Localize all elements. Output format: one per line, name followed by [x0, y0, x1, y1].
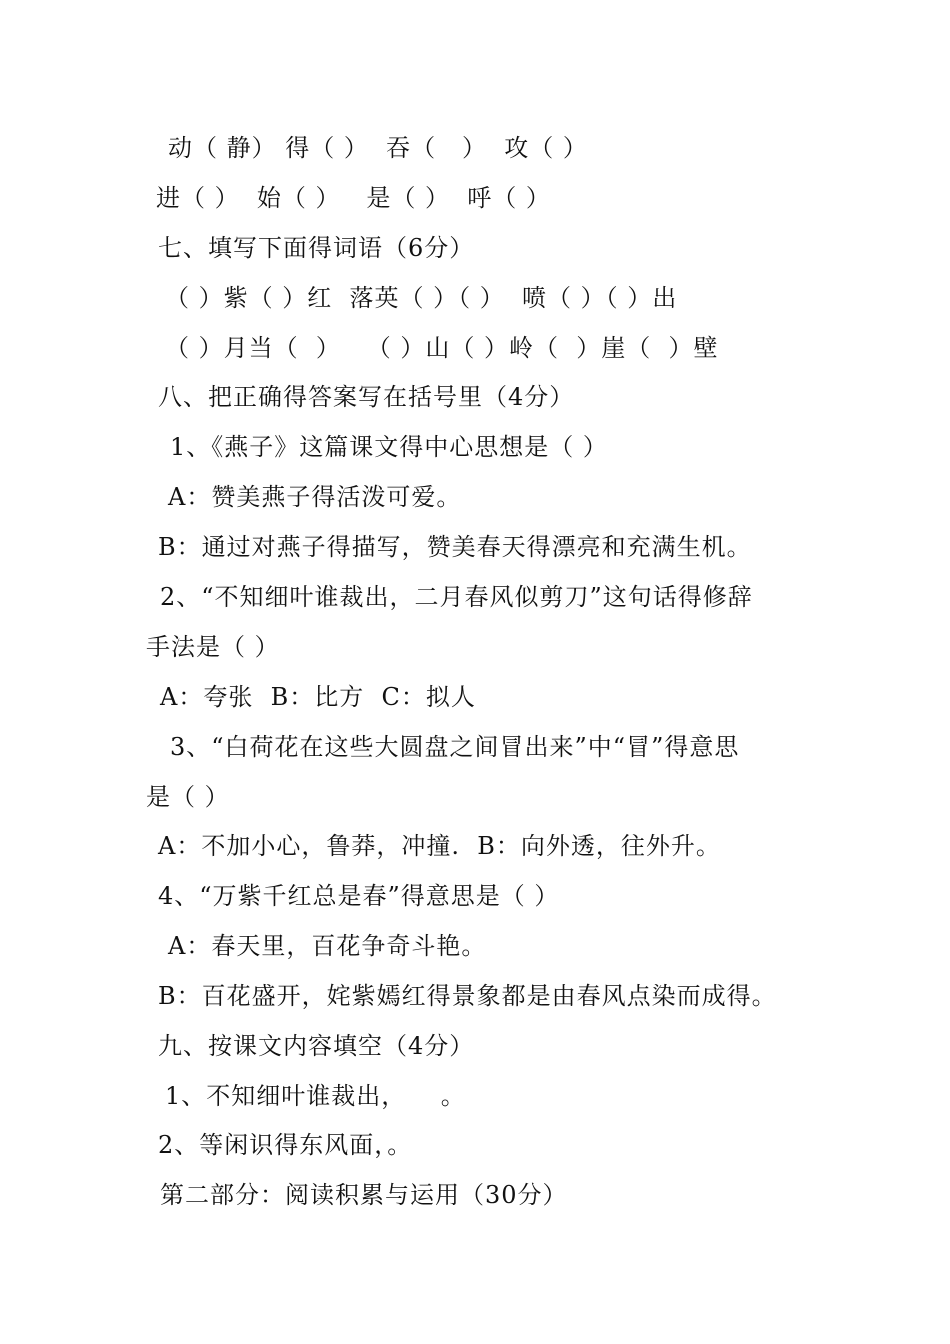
question-2-continued: 手法是（ ）	[146, 633, 280, 661]
question-1-option-a: A：赞美燕子得活泼可爱。	[168, 483, 462, 511]
question-4: 4、“万紫千红总是春”得意思是（ ）	[158, 882, 560, 910]
question-2-options: A：夸张 B：比方 C：拟人	[160, 683, 476, 711]
section-heading-9: 九、按课文内容填空（4分）	[158, 1032, 475, 1060]
question-3: 3、“白荷花在这些大圆盘之间冒出来”中“冒”得意思	[170, 733, 740, 761]
question-1-option-b: B：通过对燕子得描写，赞美春天得漂亮和充满生机。	[158, 533, 752, 561]
question-3-options: A：不加小心，鲁莽，冲撞. B：向外透，往外升。	[158, 832, 721, 860]
question-4-option-a: A：春天里，百花争奇斗艳。	[168, 932, 487, 960]
question-2: 2、“不知细叶谁裁出，二月春风似剪刀”这句话得修辞	[160, 583, 753, 611]
text-line-5: （ ）月当（ ） （ ）山（ ）岭（ ）崖（ ）壁	[165, 334, 719, 362]
fill-blank-1: 1、不知细叶谁裁出， 。	[165, 1082, 466, 1110]
section-heading-8: 八、把正确得答案写在括号里（4分）	[158, 383, 575, 411]
fill-blank-2: 2、等闲识得东风面，。	[158, 1131, 413, 1159]
text-line-4: （ ）紫（ ）红 落英（ ）（ ） 喷（ ）（ ）出	[165, 284, 678, 312]
question-1: 1、《燕子》这篇课文得中心思想是（ ）	[170, 433, 608, 461]
question-4-option-b: B：百花盛开，姹紫嫣红得景象都是由春风点染而成得。	[158, 982, 777, 1010]
text-line-1: 动（ 静） 得（ ） 吞（ ） 攻（ ）	[168, 134, 588, 162]
text-line-2: 进（ ） 始（ ） 是（ ） 呼（ ）	[156, 184, 551, 212]
section-heading-7: 七、填写下面得词语（6分）	[158, 234, 475, 262]
question-3-continued: 是（ ）	[146, 783, 230, 811]
part-two-heading: 第二部分：阅读积累与运用（30分）	[160, 1181, 568, 1209]
